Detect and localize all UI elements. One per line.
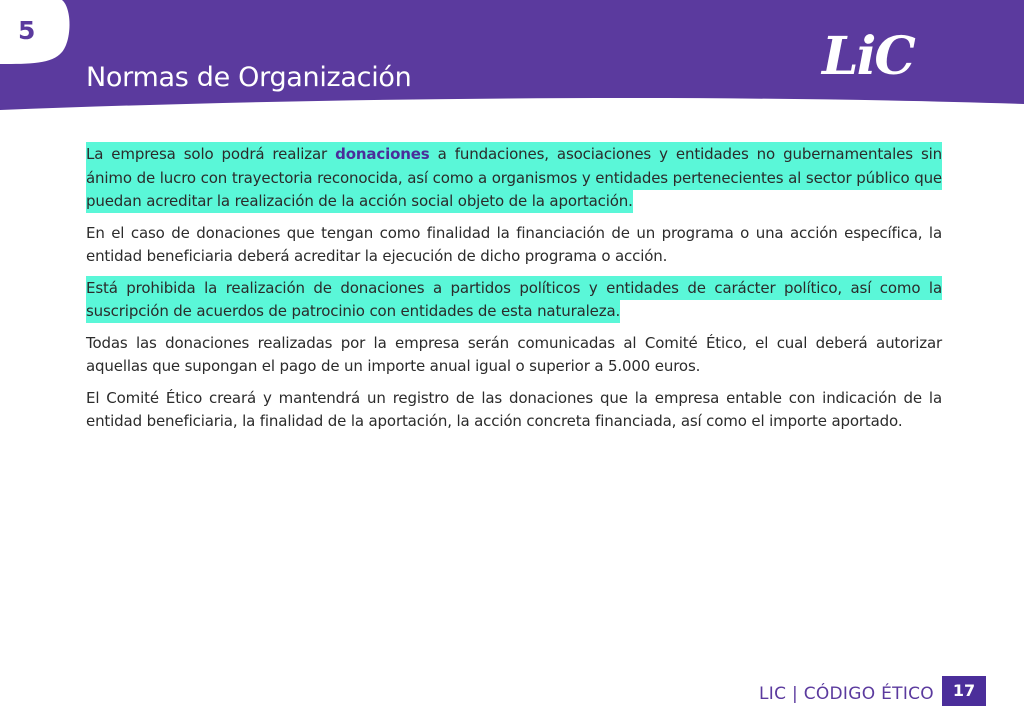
paragraph-donations-registry: El Comité Ético creará y mantendrá un registro de las donaciones que la empresa entable con indicación de la entidad beneficiaria, la finalidad de la aportación, la acción concreta financiada, así como el importe aportado. (86, 388, 942, 430)
highlighted-text: Está prohibida la realización de donaciones a partidos políticos y entidades de carácter político, así como la suscripción de acuerdos de patrocinio con entidades de esta naturaleza. (86, 276, 942, 324)
keyword-donaciones: donaciones (335, 145, 430, 163)
page-title: Normas de Organización (86, 62, 412, 93)
lic-logo: LiC (822, 26, 914, 87)
body-text (86, 143, 942, 442)
paragraph-specific-program: En el caso de donaciones que tengan como finalidad la financiación de un programa o una acción específica, la entidad beneficiaria deberá acreditar la ejecución de dicho programa o acción. (86, 223, 942, 265)
paragraph-political-prohibition (86, 277, 942, 324)
page-number: 17 (942, 676, 986, 706)
paragraph-donations-allowed (86, 143, 942, 214)
chapter-number: 5 (18, 16, 36, 45)
footer-label: LIC | CÓDIGO ÉTICO (759, 684, 934, 704)
paragraph-text: a fundaciones, asociaciones y entidades no gubernamentales sin ánimo de lucro con trayectoria reconocida, así como a organismos y entidades pertenecientes al sector público que puedan acreditar la realización de la acción social objeto de la aportación. (86, 145, 942, 210)
paragraph-ethics-committee-approval: Todas las donaciones realizadas por la empresa serán comunicadas al Comité Ético, el cual deberá autorizar aquellas que supongan el pago de un importe anual igual o superior a 5.000 euros. (86, 333, 942, 375)
paragraph-text: La empresa solo podrá realizar (86, 145, 336, 163)
